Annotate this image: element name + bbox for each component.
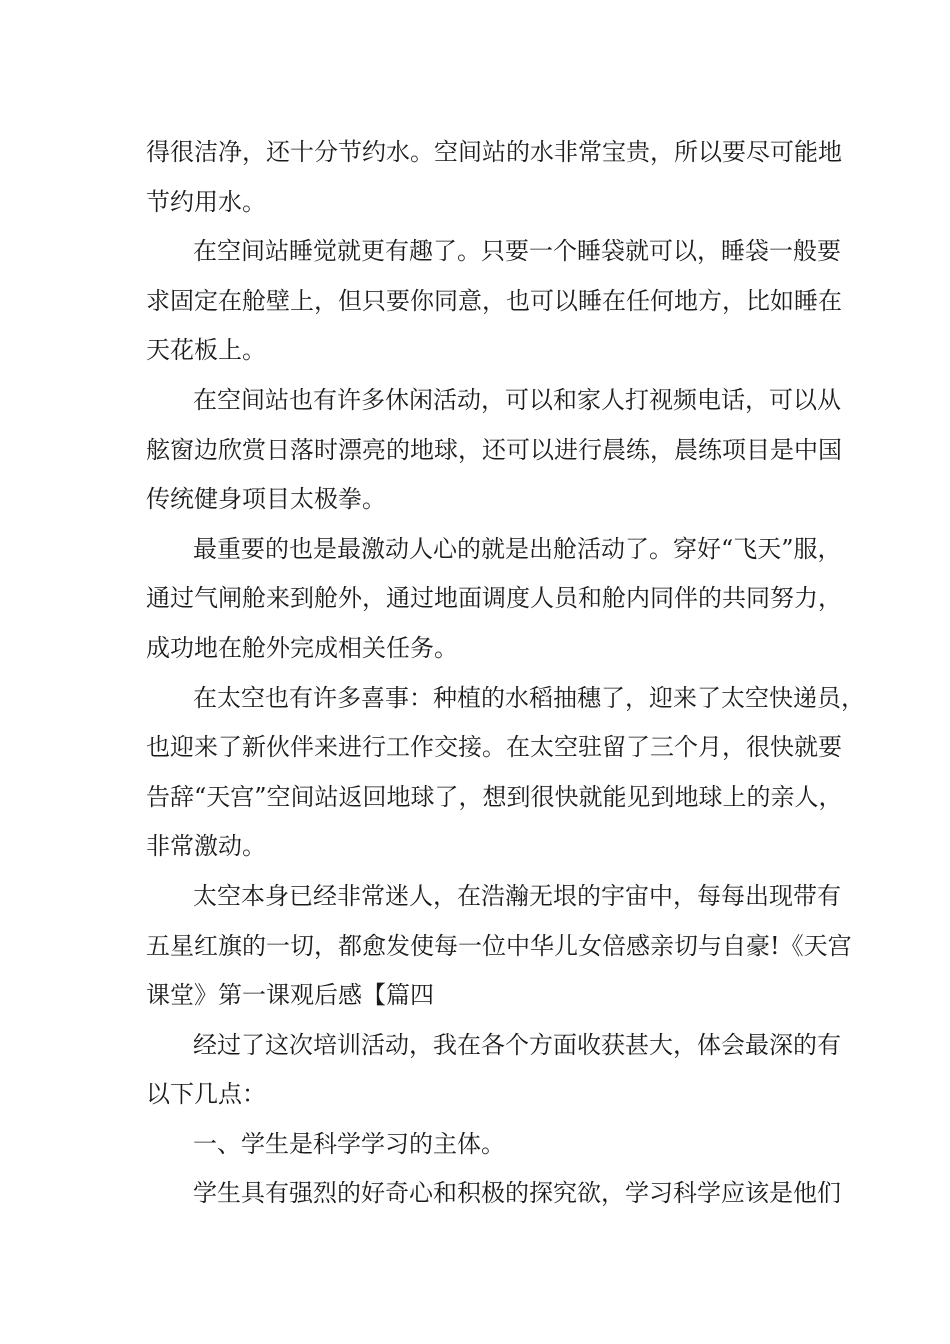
text-line: 通过气闸舱来到舱外，通过地面调度人员和舱内同伴的共同努力，	[146, 584, 842, 613]
text-line: 课堂》第一课观后感【篇四	[146, 981, 434, 1010]
text-line: 天花板上。	[146, 336, 266, 365]
text-line: 舷窗边欣赏日落时漂亮的地球，还可以进行晨练，晨练项目是中国	[146, 435, 842, 464]
text-line: 成功地在舱外完成相关任务。	[146, 633, 458, 662]
text-line: 经过了这次培训活动，我在各个方面收获甚大，体会最深的有	[193, 1030, 841, 1059]
text-line: 在太空也有许多喜事：种植的水稻抽穗了，迎来了太空快递员，	[193, 683, 865, 712]
text-line: 五星红旗的一切，都愈发使每一位中华儿女倍感亲切与自豪!《天宫	[146, 931, 852, 960]
text-line: 在空间站也有许多休闲活动，可以和家人打视频电话，可以从	[193, 385, 841, 414]
text-line: 最重要的也是最激动人心的就是出舱活动了。穿好“飞天”服，	[193, 534, 842, 563]
text-line: 告辞“天宫”空间站返回地球了，想到很快就能见到地球上的亲人，	[146, 782, 843, 811]
text-line: 以下几点：	[146, 1080, 266, 1109]
text-line: 得很洁净，还十分节约水。空间站的水非常宝贵，所以要尽可能地	[146, 138, 842, 166]
text-line: 在空间站睡觉就更有趣了。只要一个睡袋就可以，睡袋一般要	[193, 237, 841, 266]
text-line: 传统健身项目太极拳。	[146, 485, 386, 514]
text-line: 一、学生是科学学习的主体。	[193, 1129, 505, 1158]
text-line: 也迎来了新伙伴来进行工作交接。在太空驻留了三个月，很快就要	[146, 733, 842, 762]
document-body	[146, 128, 865, 1219]
text-line: 求固定在舱壁上，但只要你同意，也可以睡在任何地方，比如睡在	[146, 286, 842, 315]
text-line: 节约用水。	[146, 187, 266, 216]
text-line: 学生具有强烈的好奇心和积极的探究欲，学习科学应该是他们	[193, 1179, 841, 1208]
text-line: 非常激动。	[146, 832, 266, 861]
text-line: 太空本身已经非常迷人，在浩瀚无垠的宇宙中，每每出现带有	[193, 881, 841, 910]
